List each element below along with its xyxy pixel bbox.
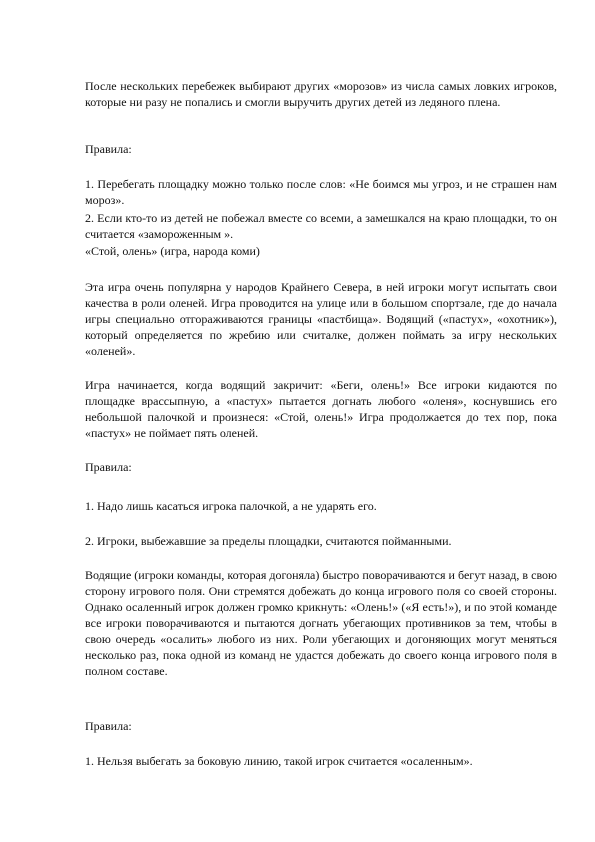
paragraph-game-description: Эта игра очень популярна у народов Крайнего Севера, в ней игроки могут испытать свои качества в роли оленей. Игра проводится на улице или в большом спортзале, где до начала игры специально отгораживаются границы «пастбища». Водящий («пастух», «охотник»), который определяется по жребию или считалке, должен поймать за игру нескольких «оленей». [85, 280, 557, 358]
game-title: «Стой, олень» (игра, народа коми) [85, 244, 260, 258]
rules-heading-1: Правила: [85, 142, 132, 156]
paragraph-team-roles: Водящие (игроки команды, которая догоняла) быстро поворачиваются и бегут назад, в свою сторону игрового поля. Они стремятся добежать до конца игрового поля со своей стороны. Однако осаленный игрок должен громко крикнуть: «Олень!» («Я есть!»), и по этой команде все игроки поворачиваются и пытаются догнать убегающих противников за тем, чтобы в свою очередь «осалить» любого из них. Роли убегающих и догоняющих могут меняться несколько раз, пока одной из команд не удастся добежать до своего конца игрового поля в полном составе. [85, 568, 557, 678]
rules-2-item-2: 2. Игроки, выбежавшие за пределы площадки, считаются пойманными. [85, 534, 452, 548]
rules-1-item-1: 1. Перебегать площадку можно только после слов: «Не боимся мы угроз, и не страшен нам мороз». [85, 177, 557, 207]
rules-heading-2: Правила: [85, 460, 132, 474]
rules-3-item-1: 1. Нельзя выбегать за боковую линию, такой игрок считается «осаленным». [85, 754, 473, 768]
rules-2-item-1: 1. Надо лишь касаться игрока палочкой, а не ударять его. [85, 499, 377, 513]
paragraph-game-start: Игра начинается, когда водящий закричит: «Беги, олень!» Все игроки кидаются по площадке врассыпную, а «пастух» пытается догнать любого «оленя», коснувшись его небольшой палочкой и произнеся: «Стой, олень!» Игра продолжается до тех пор, пока «пастух» не поймает пять оленей. [85, 378, 557, 440]
rules-1-item-2: 2. Если кто-то из детей не побежал вместе со всеми, а замешкался на краю площадки, то он считается «замороженным ». [85, 211, 557, 241]
rules-heading-3: Правила: [85, 719, 132, 733]
paragraph-intro: После нескольких перебежек выбирают других «морозов» из числа самых ловких игроков, которые ни разу не попались и смогли выручить других детей из ледяного плена. [85, 79, 557, 109]
